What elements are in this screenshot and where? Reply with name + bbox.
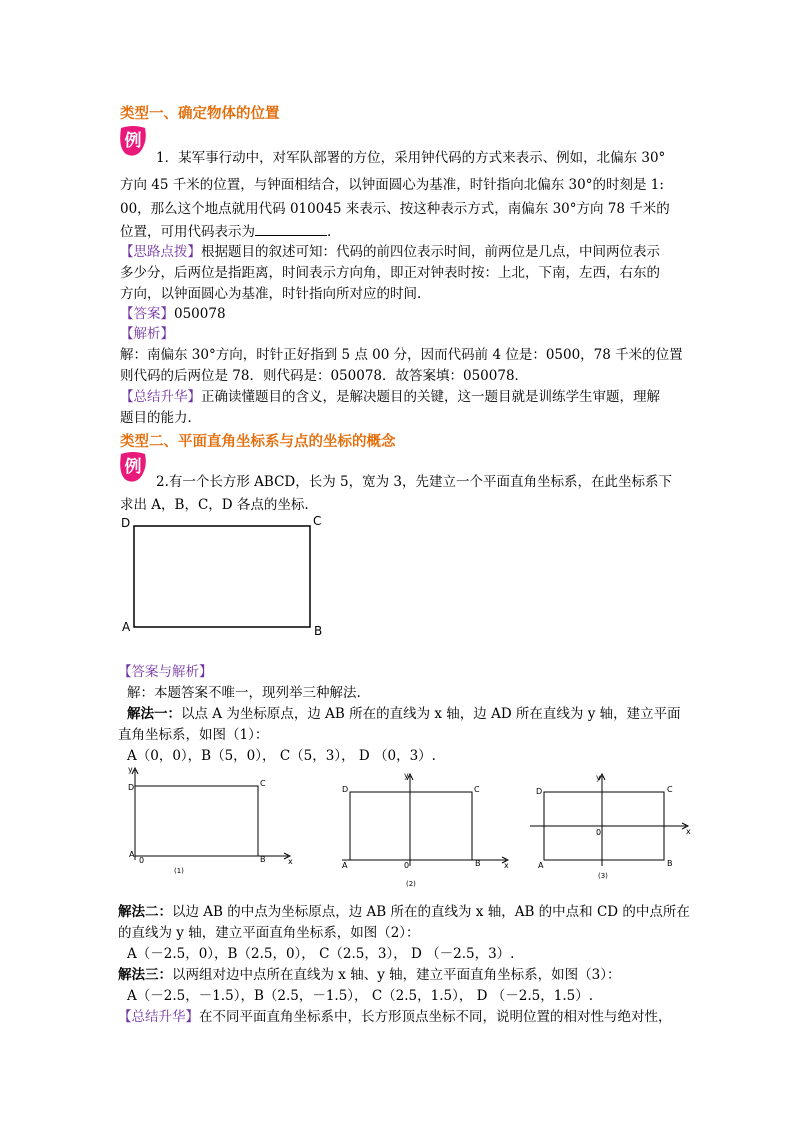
hint-line-2: 多少分，后两位是指距离，时间表示方向角，即正对钟表时按：上北，下南，左西，右东的: [120, 265, 660, 281]
method-1-text: 以点 A 为坐标原点，边 AB 所在的直线为 x 轴，边 AD 所在直线为 y 轴，建立平面: [181, 706, 681, 722]
fig3-label-b: B: [667, 859, 673, 868]
answer-line: [120, 302, 226, 322]
hint-text-1: 根据题目的叙述可知：代码的前四位表示时间，前两位是几点，中间两位表示: [201, 244, 660, 260]
fig1-label-d: D: [128, 783, 135, 792]
answer-value: 050078: [174, 306, 226, 322]
summary-1-text-1: 正确读懂题目的含义，是解决题目的关键，这一题目就是训练学生审题，理解: [201, 389, 660, 405]
figure-1: [118, 764, 298, 876]
question-2-line-1: 2.有一个长方形 ABCD，长为 5，宽为 3，先建立一个平面直角坐标系，在此坐标系下: [156, 474, 673, 490]
answer-label: 【答案】: [120, 306, 174, 322]
analysis-line-1: 解：南偏东 30°方向，时针正好指到 5 点 00 分，因而代码前 4 位是：0500，78 千米的位置: [120, 347, 683, 363]
method-1-line-1: [127, 702, 681, 722]
example-badge-label: 例: [124, 131, 142, 151]
example-badge-icon: [118, 124, 148, 158]
fig2-origin: 0: [404, 861, 410, 870]
solution-intro: 解：本题答案不唯一，现列举三种解法.: [127, 685, 361, 701]
question-1-line-2: 方向 45 千米的位置，与钟面相结合，以钟面圆心为基准，时针指向北偏东 30°的时刻是 1:: [120, 177, 664, 193]
fig3-caption: (3): [598, 872, 608, 880]
method-2-line-1: [118, 900, 690, 920]
question-1-line-1: 1．某军事行动中，对军队部署的方位，采用钟代码的方式来表示、例如，北偏东 30°: [156, 150, 666, 166]
fig1-label-a: A: [129, 850, 135, 859]
rect-label-c: C: [313, 514, 322, 528]
fig2-label-c: C: [474, 785, 480, 794]
rect-label-a: A: [122, 620, 131, 634]
question-2-line-2: 求出 A，B，C，D 各点的坐标.: [120, 497, 309, 513]
rect-label-b: B: [314, 624, 323, 638]
summary-1-label: 【总结升华】: [120, 389, 201, 405]
method-1-line-2: 直角坐标系，如图（1）：: [118, 727, 269, 743]
fig1-origin: 0: [139, 856, 145, 865]
answer-blank: [255, 221, 327, 236]
answer-analysis-label: 【答案与解析】: [118, 664, 213, 680]
summary-2-text: 在不同平面直角坐标系中，长方形顶点坐标不同，说明位置的相对性与绝对性，: [199, 1009, 672, 1025]
fig3-axis-x: x: [686, 827, 691, 836]
rectangle-abcd-figure: [118, 512, 328, 638]
question-1-line-3: 00，那么这个地点就用代码 010045 来表示、按这种表示方式，南偏东 30°方向 78 千米的: [120, 201, 670, 217]
fig2-axis-x: x: [504, 861, 509, 870]
method-2-text: 以边 AB 的中点为坐标原点，边 AB 所在的直线为 x 轴，AB 的中点和 CD 的中点所在: [172, 904, 690, 920]
fig1-caption: (1): [174, 867, 184, 875]
method-1-coords: A（0，0），B（5，0）， C（5，3）， D （0，3）.: [127, 748, 436, 764]
question-1-end: .: [327, 224, 332, 240]
analysis-label: 【解析】: [120, 326, 174, 342]
fig1-label-c: C: [260, 779, 266, 788]
example-badge-2-label: 例: [124, 457, 142, 477]
method-3-label: 解法三：: [118, 967, 172, 983]
fig1-axis-y: y: [128, 765, 133, 774]
fig2-label-a: A: [342, 861, 348, 870]
method-1-label: 解法一：: [127, 706, 181, 722]
fig3-label-c: C: [667, 785, 673, 794]
fig2-axis-y: y: [404, 772, 409, 780]
fig3-axis-y: y: [596, 773, 601, 782]
question-1-line-4: [120, 220, 331, 240]
question-1-line-4-text: 位置，可用代码表示为: [120, 224, 255, 240]
fig3-label-d: D: [536, 787, 543, 796]
summary-2-label: 【总结升华】: [118, 1009, 199, 1025]
fig1-label-b: B: [260, 855, 266, 864]
method-3-line-1: [118, 963, 620, 983]
fig3-origin: 0: [596, 828, 602, 837]
method-2-label: 解法二：: [118, 904, 172, 920]
summary-1-line-1: [120, 385, 660, 405]
summary-1-line-2: 题目的能力．: [120, 410, 201, 426]
fig1-axis-x: x: [288, 857, 293, 866]
fig2-label-d: D: [342, 785, 349, 794]
fig2-caption: (2): [406, 880, 416, 888]
fig2-label-b: B: [475, 859, 481, 868]
rect-label-d: D: [121, 516, 131, 530]
figure-2: [338, 772, 518, 890]
fig3-label-a: A: [538, 861, 544, 870]
summary-2-line: [118, 1005, 672, 1025]
method-3-coords: A（－2.5，－1.5），B（2.5，－1.5）， C（2.5，1.5）， D （－2.5，1.5）.: [127, 988, 593, 1004]
figure-3: [528, 772, 708, 884]
example-badge-2-icon: [118, 450, 148, 484]
section-heading-1: 类型一、确定物体的位置: [120, 106, 280, 122]
method-3-text: 以两组对边中点所在直线为 x 轴、y 轴，建立平面直角坐标系，如图（3）：: [172, 967, 621, 983]
analysis-line-2: 则代码的后两位是 78．则代码是：050078．故答案填：050078．: [120, 368, 529, 384]
hint-line-3: 方向，以钟面圆心为基准，时针指向所对应的时间.: [120, 286, 422, 302]
method-2-line-2: 的直线为 y 轴，建立平面直角坐标系，如图（2）：: [118, 925, 420, 941]
hint-label: 【思路点拨】: [120, 244, 201, 260]
hint-line-1: [120, 240, 660, 260]
method-2-coords: A（－2.5，0），B（2.5，0）， C（2.5，3）， D （－2.5，3）.: [127, 946, 515, 962]
section-heading-2: 类型二、平面直角坐标系与点的坐标的概念: [120, 434, 396, 450]
